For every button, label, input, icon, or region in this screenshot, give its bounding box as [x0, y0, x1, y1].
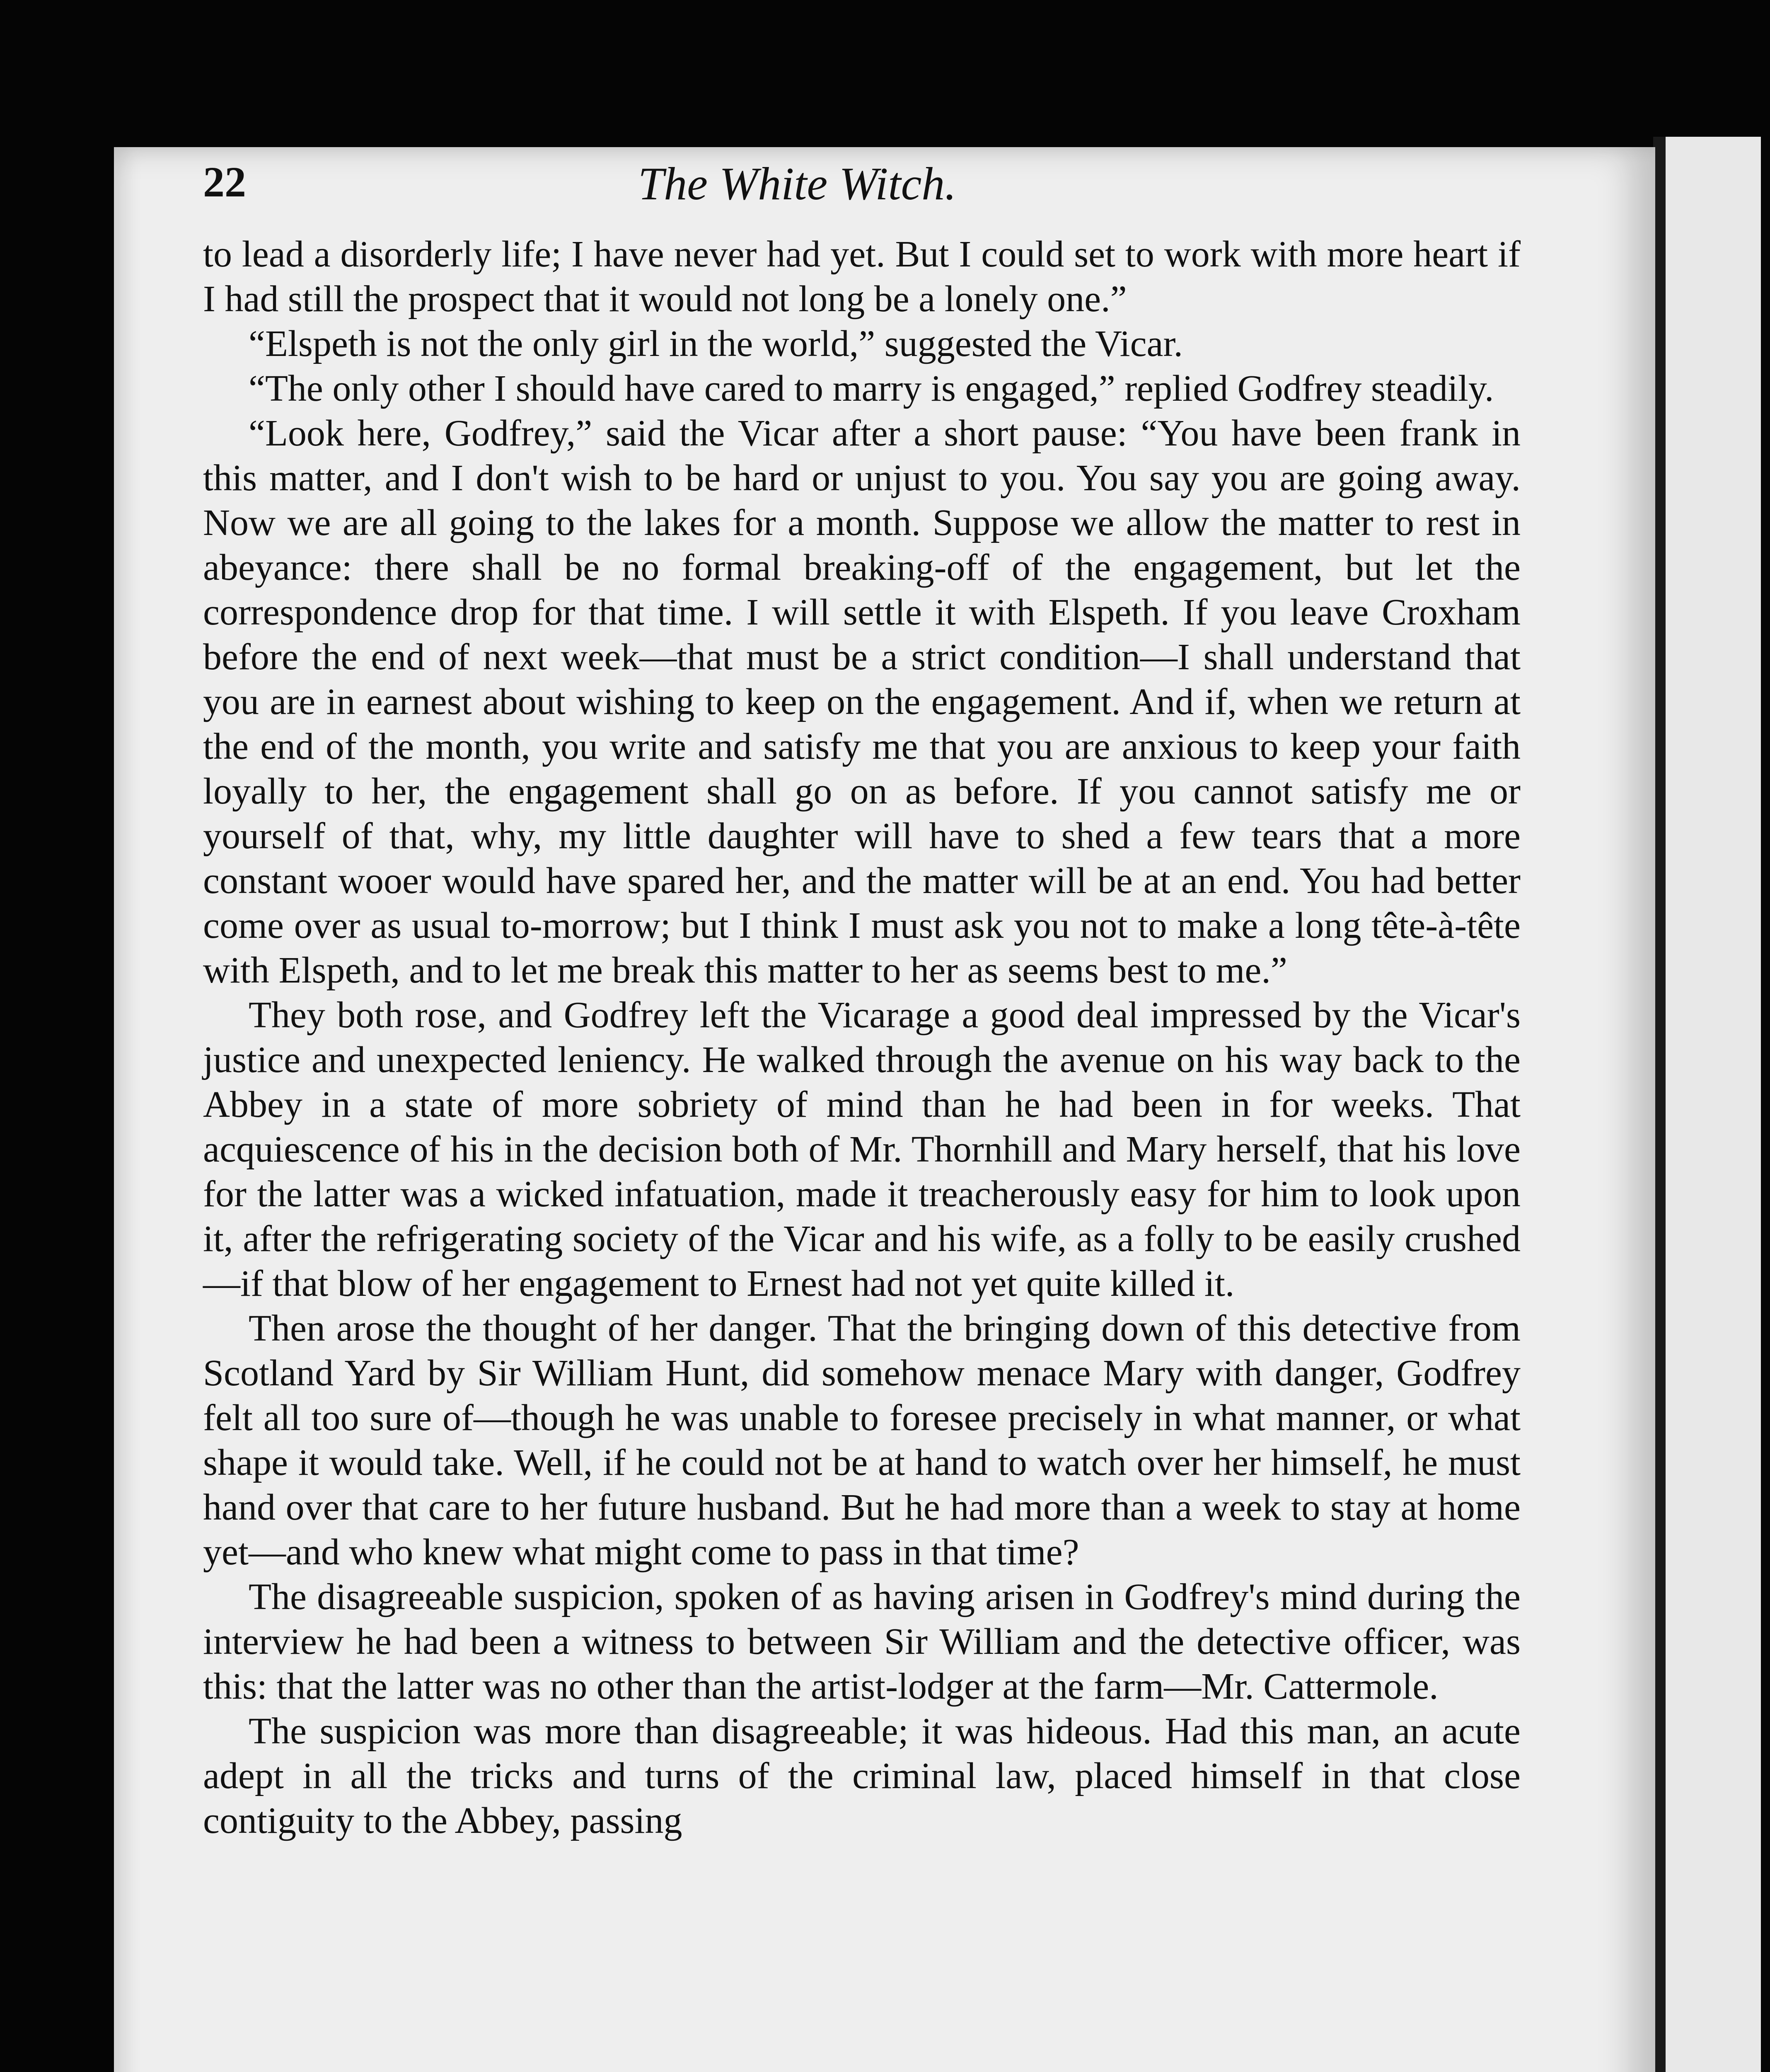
- paragraph: The disagreeable suspicion, spoken of as having arisen in Godfrey's mind during the interview he had been a witness to between Sir William and the detective officer, was this: that the latter was no other than the artist-lodger at the farm—Mr. Cattermole.: [203, 1576, 1521, 1707]
- paragraph: Then arose the thought of her danger. That the bringing down of this detective from Scotland Yard by Sir William Hunt, did somehow menace Mary with danger, Godfrey felt all too sure of—though he was unable to foresee precisely in what manner, or what shape it would take. Well, if he could not be at hand to watch over her himself, he must hand over that care to her future husband. But he had more than a week to stay at home yet—and who knew what might come to pass in that time?: [203, 1308, 1521, 1573]
- running-title: The White Witch.: [638, 158, 957, 210]
- paragraph: “Look here, Godfrey,” said the Vicar after a short pause: “You have been frank in this matter, and I don't wish to be hard or unjust to you. You say you are going away. Now we are all going to the lakes for a month. Suppose we allow the matter to rest in abeyance: there shall be no formal breaking-off of the engagement, but let the correspondence drop for that time. I will settle it with Elspeth. If you leave Croxham before the end of next week—that must be a strict condition—I shall understand that you are in earnest about wishing to keep on the engagement. And if, when we return at the end of the month, you write and satisfy me that you are anxious to keep your faith loyally to her, the engagement shall go on as before. If you cannot satisfy me or yourself of that, why, my little daughter will have to shed a few tears that a more constant wooer would have spared her, and the matter will be at an end. You had better come over as usual to-morrow; but I think I must ask you not to make a long tête-à-tête with Elspeth, and to let me break this matter to her as seems best to me.”: [203, 413, 1521, 991]
- body-text: [203, 232, 1521, 1843]
- paragraph: “Elspeth is not the only girl in the world,” suggested the Vicar.: [249, 323, 1183, 364]
- facing-page-edge: [1666, 137, 1761, 2072]
- page-number: 22: [203, 158, 246, 206]
- paragraph: They both rose, and Godfrey left the Vicarage a good deal impressed by the Vicar's justice and unexpected leniency. He walked through the avenue on his way back to the Abbey in a state of more sobriety of mind than he had been in for weeks. That acquiescence of his in the decision both of Mr. Thornhill and Mary herself, that his love for the latter was a wicked infatuation, made it treacherously easy for him to look upon it, after the refrigerating society of the Vicar and his wife, as a folly to be easily crushed—if that blow of her engagement to Ernest had not yet quite killed it.: [203, 995, 1521, 1304]
- paragraph: The suspicion was more than disagreeable; it was hideous. Had this man, an acute adept in all the tricks and turns of the criminal law, placed himself in that close contiguity to the Abbey, passing: [203, 1711, 1521, 1841]
- paragraph: to lead a disorderly life; I have never had yet. But I could set to work with more heart if I had still the prospect that it would not long be a lonely one.”: [203, 234, 1521, 320]
- paragraph: “The only other I should have cared to marry is engaged,” replied Godfrey steadily.: [249, 368, 1494, 409]
- page-header: [203, 157, 1521, 224]
